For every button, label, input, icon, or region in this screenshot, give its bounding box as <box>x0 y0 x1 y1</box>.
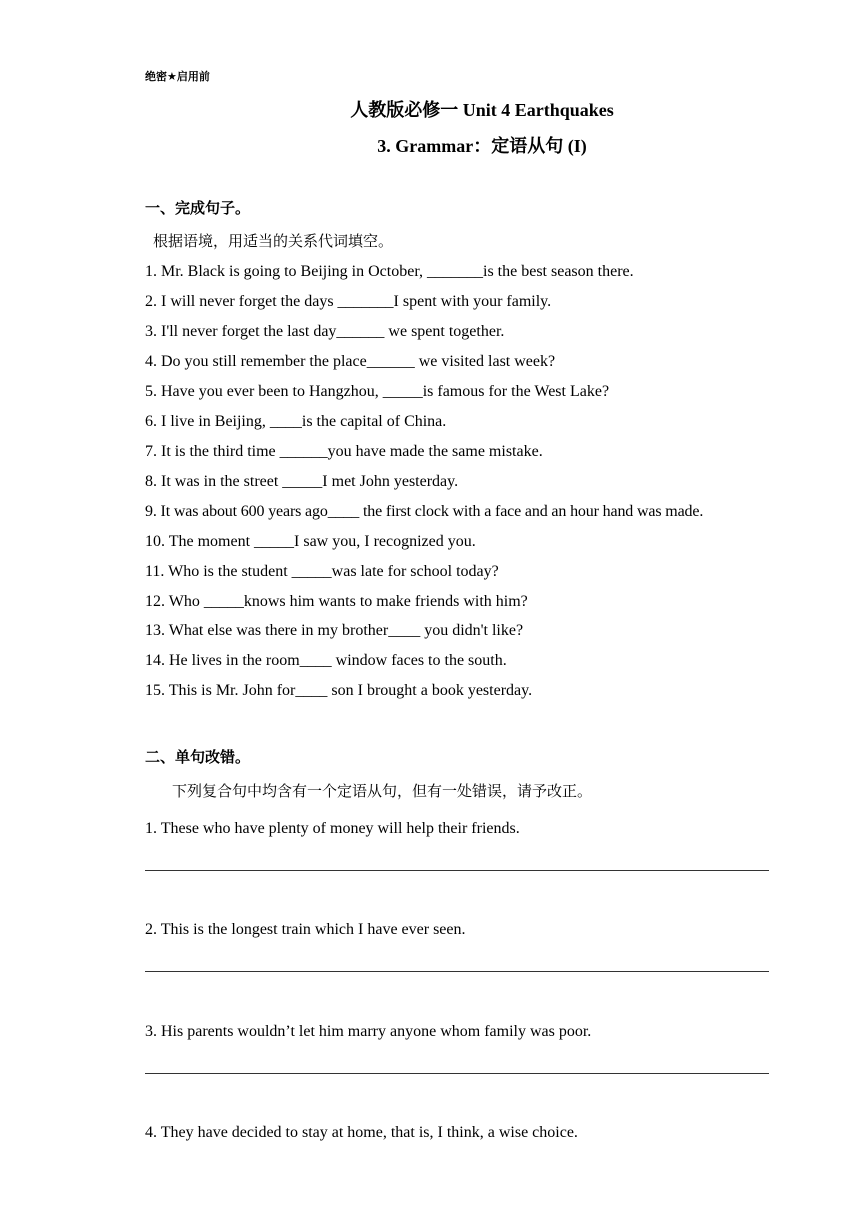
correction-question: 2. This is the longest train which I have ever seen. <box>145 921 466 938</box>
answer-line[interactable] <box>145 971 769 972</box>
fill-question: 6. I live in Beijing, ____is the capital of China. <box>145 413 447 430</box>
fill-question: 10. The moment _____I saw you, I recognized you. <box>145 533 476 550</box>
answer-line[interactable] <box>145 870 769 871</box>
fill-question: 12. Who _____knows him wants to make friends with him? <box>145 593 528 610</box>
section1-instruction: 根据语境，用适当的关系代词填空。 <box>153 232 394 250</box>
section2-instruction: 下列复合句中均含有一个定语从句，但有一处错误，请予改正。 <box>172 782 593 800</box>
fill-question: 15. This is Mr. John for____ son I brought a book yesterday. <box>145 682 533 699</box>
fill-question: 14. He lives in the room____ window faces to the south. <box>145 652 507 669</box>
fill-question: 1. Mr. Black is going to Beijing in October, _______is the best season there. <box>145 263 634 280</box>
confidential-label: 绝密★启用前 <box>145 70 210 83</box>
fill-question: 7. It is the third time ______you have made the same mistake. <box>145 443 543 460</box>
page-title: 人教版必修一 Unit 4 Earthquakes <box>350 100 614 120</box>
fill-question: 2. I will never forget the days _______I spent with your family. <box>145 293 552 310</box>
correction-question: 4. They have decided to stay at home, that is, I think, a wise choice. <box>145 1124 578 1141</box>
correction-question: 3. His parents wouldn’t let him marry anyone whom family was poor. <box>145 1023 592 1040</box>
answer-line[interactable] <box>145 1073 769 1074</box>
correction-question: 1. These who have plenty of money will help their friends. <box>145 820 520 837</box>
fill-question: 5. Have you ever been to Hangzhou, _____is famous for the West Lake? <box>145 383 610 400</box>
fill-question: 9. It was about 600 years ago____ the first clock with a face and an hour hand was made. <box>145 503 704 520</box>
section1-heading: 一、完成句子。 <box>145 199 251 217</box>
section2-heading: 二、单句改错。 <box>145 748 251 766</box>
page-subtitle: 3. Grammar：定语从句 (I) <box>377 136 587 156</box>
fill-question: 8. It was in the street _____I met John yesterday. <box>145 473 459 490</box>
fill-question: 13. What else was there in my brother____ you didn't like? <box>145 622 524 639</box>
fill-question: 11. Who is the student _____was late for school today? <box>145 563 499 580</box>
fill-question: 3. I'll never forget the last day______ we spent together. <box>145 323 505 340</box>
fill-question: 4. Do you still remember the place______ we visited last week? <box>145 353 556 370</box>
